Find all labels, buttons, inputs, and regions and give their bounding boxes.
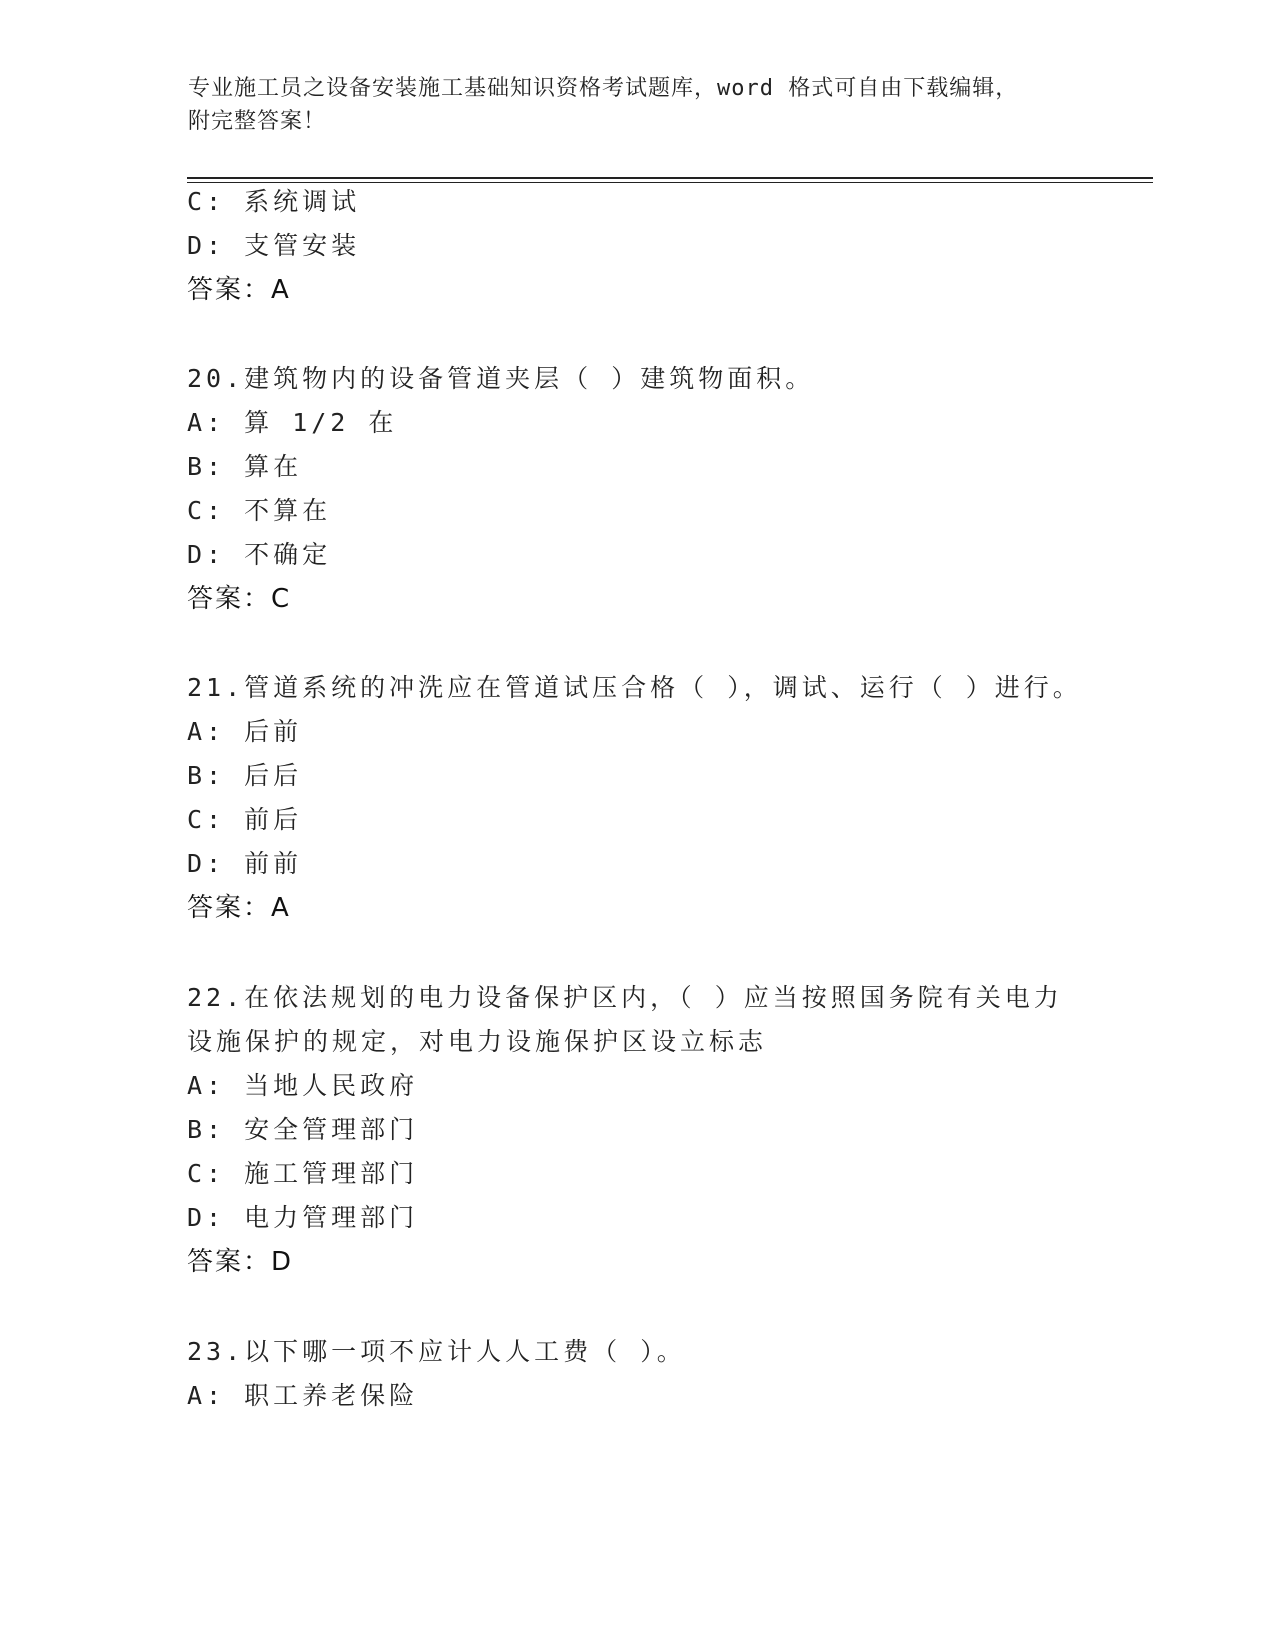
q20-stem: 20.建筑物内的设备管道夹层（ ）建筑物面积。: [187, 364, 815, 393]
q21-stem: 21.管道系统的冲洗应在管道试压合格（ ），调试、运行（ ）进行。: [187, 673, 1082, 702]
header-divider-thin: [187, 182, 1153, 183]
q20-option-c: C: 不算在: [187, 496, 332, 525]
q22-option-c: C: 施工管理部门: [187, 1159, 419, 1188]
q22-stem-line-1: 22.在依法规划的电力设备保护区内，（ ）应当按照国务院有关电力: [187, 983, 1063, 1012]
document-header: [188, 72, 1088, 138]
prev-option-c: C: 系统调试: [187, 187, 361, 216]
q20-answer: 答案：C: [187, 584, 292, 614]
q21-option-a: A: 后前: [187, 717, 303, 746]
q23-option-a: A: 职工养老保险: [187, 1381, 419, 1410]
q22-option-d: D: 电力管理部门: [187, 1203, 419, 1232]
q21-answer: 答案：A: [187, 893, 291, 923]
q20-option-d: D: 不确定: [187, 540, 332, 569]
q20-option-b: B: 算在: [187, 452, 303, 481]
prev-answer: 答案：A: [187, 275, 291, 305]
q21-option-b: B: 后后: [187, 761, 303, 790]
header-line-1: 专业施工员之设备安装施工基础知识资格考试题库，word 格式可自由下载编辑，: [188, 76, 1019, 101]
q22-option-b: B: 安全管理部门: [187, 1115, 419, 1144]
q21-option-d: D: 前前: [187, 849, 303, 878]
q22-option-a: A: 当地人民政府: [187, 1071, 419, 1100]
header-line-2: 附完整答案！: [188, 109, 327, 134]
q20-option-a: A: 算 1/2 在: [187, 408, 398, 437]
q21-option-c: C: 前后: [187, 805, 303, 834]
q22-stem-line-2: 设施保护的规定，对电力设施保护区设立标志: [187, 1027, 768, 1056]
q22-answer: 答案：D: [187, 1247, 294, 1277]
header-divider-thick: [187, 177, 1153, 179]
q23-stem: 23.以下哪一项不应计人人工费（ ）。: [187, 1337, 686, 1366]
prev-option-d: D: 支管安装: [187, 231, 361, 260]
